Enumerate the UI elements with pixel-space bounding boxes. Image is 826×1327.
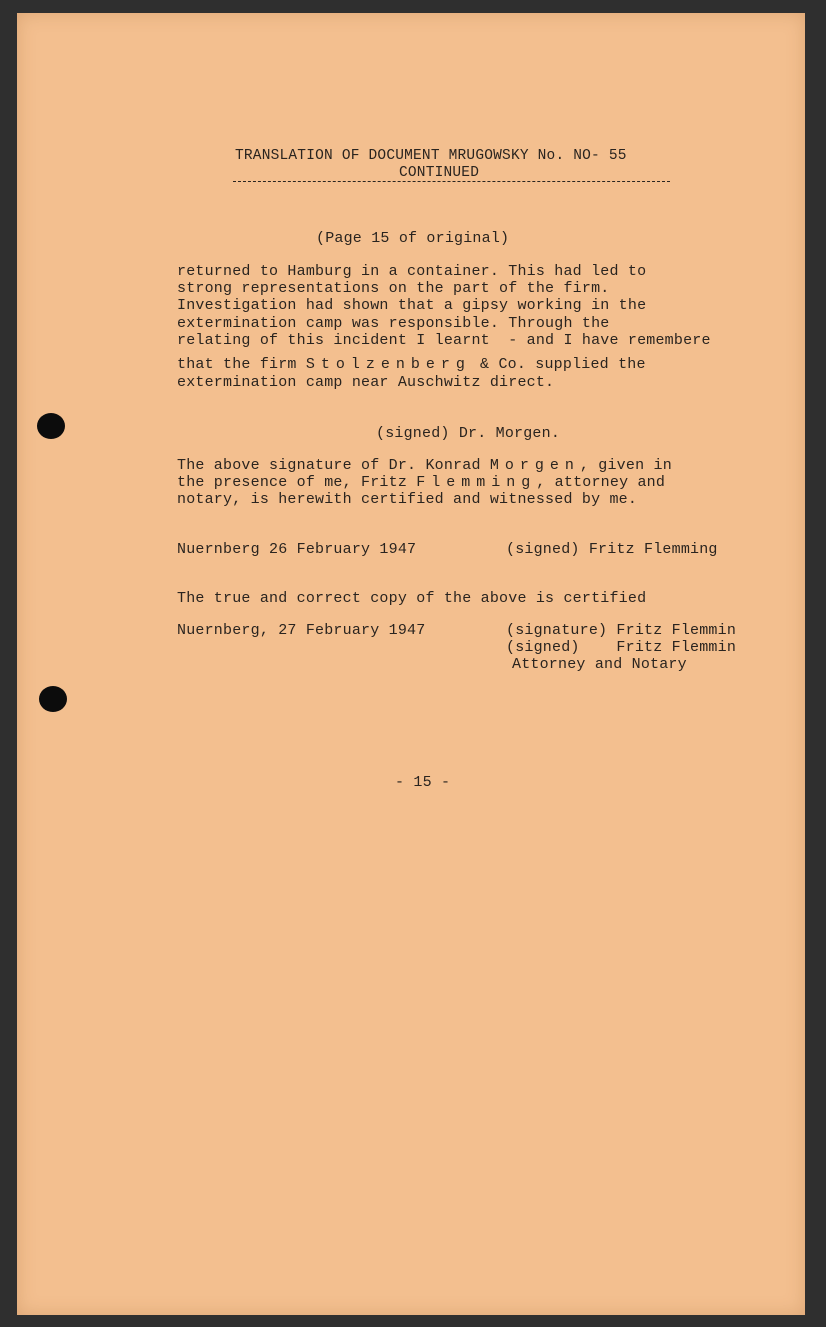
place-date: Nuernberg 26 February 1947 [177, 541, 417, 558]
paragraph-line: relating of this incident I learnt - and I have remembere [177, 332, 711, 349]
document-title: TRANSLATION OF DOCUMENT MRUGOWSKY No. NO- 55 [235, 148, 627, 164]
paragraph-line: extermination camp was responsible. Through the [177, 315, 610, 332]
signature-line: (signed) Fritz Flemmin [506, 639, 737, 656]
signature-title: Attorney and Notary [512, 656, 687, 673]
text-segment: & Co. supplied the [470, 356, 646, 373]
paragraph-line: returned to Hamburg in a container. This had led to [177, 263, 647, 280]
certification-line [177, 457, 672, 475]
paragraph-line [177, 356, 646, 374]
text-segment: The above signature of Dr. Konrad [177, 457, 490, 474]
person-name: Flemming [416, 474, 537, 491]
page-reference: (Page 15 of original) [316, 230, 510, 247]
place-date: Nuernberg, 27 February 1947 [177, 622, 426, 639]
paragraph-line: strong representations on the part of the firm. [177, 280, 610, 297]
punch-hole [39, 686, 67, 712]
text-segment: , given in [579, 457, 672, 474]
text-segment: that the firm [177, 356, 306, 373]
certification-line [177, 474, 665, 492]
document-subtitle: CONTINUED [399, 165, 480, 181]
page-number: - 15 - [395, 774, 451, 791]
signed-line: (signed) Fritz Flemming [506, 541, 718, 558]
paragraph-line: Investigation had shown that a gipsy working in the [177, 297, 647, 314]
signed-morgen: (signed) Dr. Morgen. [376, 425, 561, 442]
true-copy-statement: The true and correct copy of the above is certified [177, 590, 647, 607]
text-segment: , attorney and [536, 474, 666, 491]
firm-name: Stolzenberg [305, 356, 471, 373]
paragraph-line: extermination camp near Auschwitz direct. [177, 374, 555, 391]
person-name: Morgen [489, 457, 580, 474]
certification-line: notary, is herewith certified and witnessed by me. [177, 491, 638, 508]
text-segment: the presence of me, Fritz [177, 474, 417, 491]
signature-line: (signature) Fritz Flemmin [506, 622, 737, 639]
title-underline [233, 181, 670, 182]
punch-hole [37, 413, 65, 439]
